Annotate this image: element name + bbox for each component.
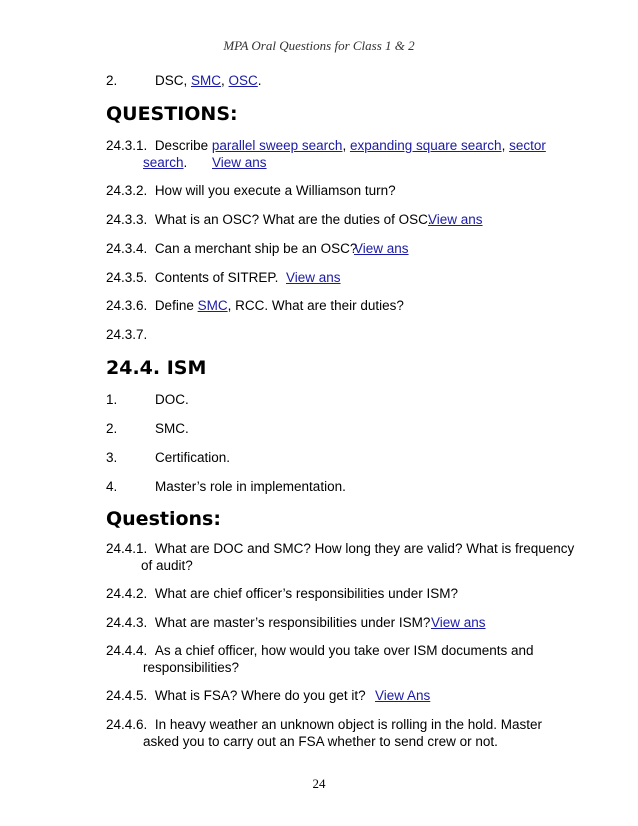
q-sep: ,: [342, 138, 350, 153]
question-24-3-5: [106, 269, 278, 287]
q-text: How will you execute a Williamson turn?: [154, 183, 396, 198]
q-number: 24.3.6.: [106, 298, 148, 313]
question-24-3-7: [106, 326, 147, 344]
question-24-4-2: [106, 585, 458, 603]
top-item-text: DSC,: [155, 73, 192, 88]
q-text: Can a merchant ship be an OSC?: [154, 241, 358, 256]
q-number: 24.3.7.: [106, 327, 148, 342]
q-number: 24.3.5.: [106, 270, 148, 285]
parallel-sweep-search-link[interactable]: parallel sweep search: [211, 138, 343, 153]
q-text: Contents of SITREP.: [154, 270, 279, 285]
question-24-4-4-cont: responsibilities?: [143, 660, 240, 675]
page-number: 24: [312, 776, 326, 791]
ism-item: SMC.: [155, 421, 189, 436]
osc-link[interactable]: OSC: [228, 73, 258, 88]
q-sep: ,: [501, 138, 510, 153]
q-text: Define: [154, 298, 198, 313]
top-item-number: 2.: [106, 73, 118, 88]
top-item-comma: ,: [221, 73, 229, 88]
questions2-heading: Questions:: [106, 508, 221, 530]
view-ans-link[interactable]: View ans: [431, 615, 486, 630]
q-dot: .: [183, 155, 188, 170]
q-text: As a chief officer, how would you take over ISM documents and: [154, 643, 534, 658]
q-text: What are DOC and SMC? How long they are valid? What is frequency: [154, 541, 575, 556]
ism-item: Master’s role in implementation.: [155, 479, 346, 494]
view-ans-link[interactable]: View Ans: [375, 688, 431, 703]
q-number: 24.4.2.: [106, 586, 148, 601]
view-ans-link[interactable]: View ans: [428, 212, 483, 227]
view-ans-link[interactable]: View ans: [212, 155, 267, 170]
q-text: Describe: [154, 138, 209, 153]
question-24-4-1-cont: of audit?: [141, 558, 193, 573]
ism-item-number: 3.: [106, 450, 118, 465]
smc-link[interactable]: SMC: [191, 73, 222, 88]
q-number: 24.3.1.: [106, 138, 148, 153]
q-text: What is FSA? Where do you get it?: [154, 688, 366, 703]
question-24-4-3: [106, 614, 430, 632]
q-number: 24.4.3.: [106, 615, 148, 630]
question-24-3-4: [106, 240, 357, 258]
question-24-4-5: [106, 687, 366, 705]
smc-link[interactable]: SMC: [197, 298, 228, 313]
sector-search-link-part1[interactable]: sector: [509, 138, 546, 153]
q-number: 24.3.3.: [106, 212, 148, 227]
q-text: In heavy weather an unknown object is rolling in the hold. Master: [154, 717, 543, 732]
question-24-4-6-cont: asked you to carry out an FSA whether to send crew or not.: [143, 734, 498, 749]
ism-item: DOC.: [155, 392, 189, 407]
top-item: [155, 72, 262, 90]
q-number: 24.4.1.: [106, 541, 148, 556]
ism-heading: 24.4. ISM: [106, 357, 207, 379]
question-24-3-2: [106, 182, 396, 200]
q-number: 24.3.4.: [106, 241, 148, 256]
sector-search-link-part2[interactable]: search: [143, 155, 184, 170]
view-ans-link[interactable]: View ans: [354, 241, 409, 256]
q-number: 24.4.6.: [106, 717, 148, 732]
question-24-4-6: [106, 716, 542, 734]
question-24-4-4: [106, 642, 534, 660]
top-item-dot: .: [257, 73, 262, 88]
q-text-rest: , RCC. What are their duties?: [227, 298, 404, 313]
q-text: What is an OSC? What are the duties of OSC.: [154, 212, 432, 227]
running-header: MPA Oral Questions for Class 1 & 2: [223, 38, 415, 53]
q-text: What are master’s responsibilities under ISM?: [154, 615, 431, 630]
expanding-square-search-link[interactable]: expanding square search: [349, 138, 502, 153]
question-24-3-1-cont: [143, 154, 187, 172]
questions-heading: QUESTIONS:: [106, 103, 238, 125]
question-24-4-1: [106, 540, 574, 558]
view-ans-link[interactable]: View ans: [286, 270, 341, 285]
ism-item-number: 1.: [106, 392, 118, 407]
question-24-3-3: [106, 211, 432, 229]
ism-item: Certification.: [155, 450, 231, 465]
q-number: 24.3.2.: [106, 183, 148, 198]
question-24-3-1: [106, 137, 546, 155]
q-number: 24.4.5.: [106, 688, 148, 703]
q-number: 24.4.4.: [106, 643, 148, 658]
ism-item-number: 4.: [106, 479, 118, 494]
question-24-3-6: [106, 297, 404, 315]
q-text: What are chief officer’s responsibilities under ISM?: [154, 586, 458, 601]
ism-item-number: 2.: [106, 421, 118, 436]
